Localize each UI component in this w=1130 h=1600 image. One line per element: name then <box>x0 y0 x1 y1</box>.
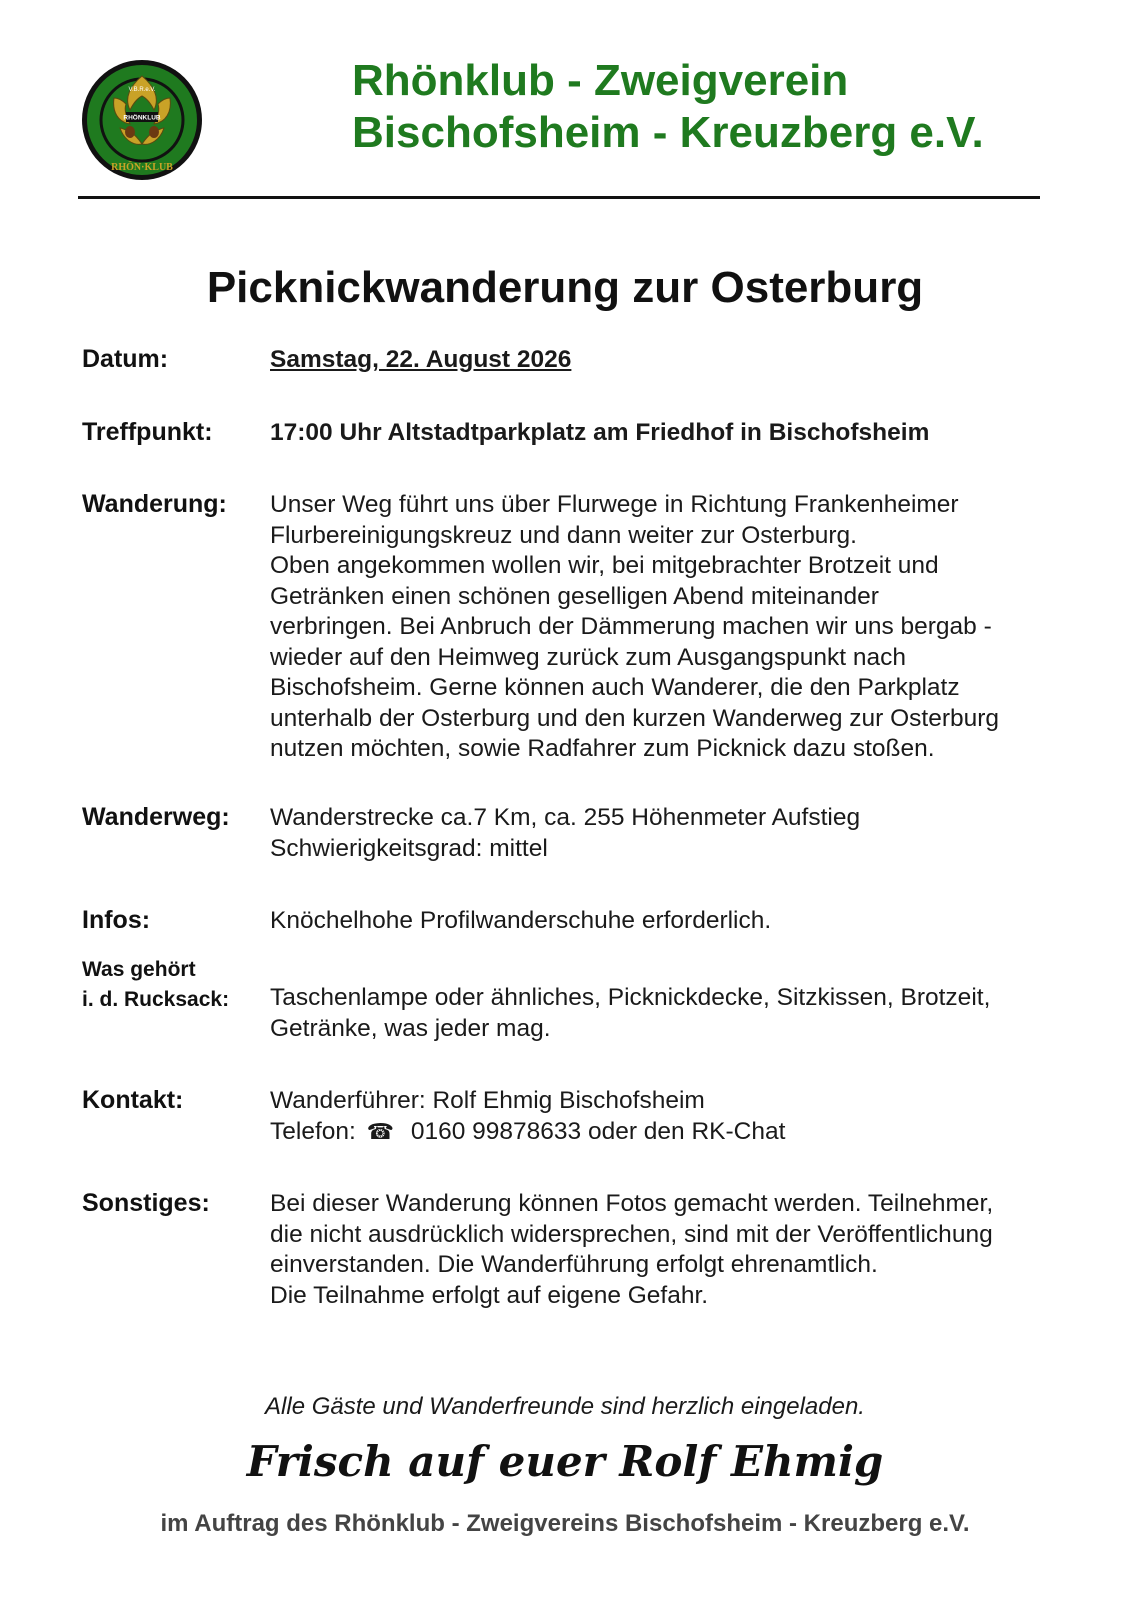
organization-name-line1: Rhönklub - Zweigverein <box>352 56 849 105</box>
invitation-text: Alle Gäste und Wanderfreunde sind herzlich eingeladen. <box>265 1393 865 1420</box>
label-treffpunkt: Treffpunkt: <box>82 418 213 446</box>
value-infos: Knöchelhohe Profilwanderschuhe erforderlich. <box>270 907 772 934</box>
organization-name-line2: Bischofsheim - Kreuzberg e.V. <box>352 108 984 157</box>
label-sonstiges: Sonstiges: <box>82 1189 210 1217</box>
page-title: Picknickwanderung zur Osterburg <box>206 263 924 312</box>
phone-icon: ☎ <box>366 1118 395 1144</box>
label-wanderweg: Wanderweg: <box>82 803 230 831</box>
wanderweg-line: Wanderstrecke ca.7 Km, ca. 255 Höhenmeter Aufstieg <box>270 804 861 831</box>
footer-text: im Auftrag des Rhönklub - Zweigvereins Bischofsheim - Kreuzberg e.V. <box>160 1510 970 1537</box>
value-rucksack <box>270 983 1070 1044</box>
wanderung-line: Getränken einen schönen geselligen Abend miteinander <box>270 582 879 610</box>
value-datum: Samstag, 22. August 2026 <box>270 346 572 373</box>
label-datum: Datum: <box>82 345 169 373</box>
phone-number: 0160 99878633 oder den RK-Chat <box>410 1117 786 1145</box>
rhoenklub-emblem-icon <box>80 58 204 182</box>
value-kontakt <box>270 1086 1070 1147</box>
value-sonstiges <box>270 1189 1070 1311</box>
signature: Frisch auf euer Rolf Ehmig <box>246 1437 884 1486</box>
wanderung-line: Flurbereinigungskreuz und dann weiter zur Osterburg. <box>270 521 857 549</box>
rucksack-line: Taschenlampe oder ähnliches, Picknickdecke, Sitzkissen, Brotzeit, <box>270 984 991 1011</box>
value-treffpunkt: 17:00 Uhr Altstadtparkplatz am Friedhof in Bischofsheim <box>270 419 930 446</box>
sonstiges-line: die nicht ausdrücklich widersprechen, sind mit der Veröffentlichung <box>270 1220 993 1248</box>
wanderung-line: Bischofsheim. Gerne können auch Wanderer, die den Parkplatz <box>270 674 960 701</box>
value-wanderung <box>270 490 1070 765</box>
letterhead <box>0 0 1130 210</box>
logo-text-center: RHÖNKLUB <box>123 114 161 122</box>
label-rucksack-line1: Was gehört <box>82 958 196 981</box>
wanderung-line: Oben angekommen wollen wir, bei mitgebrachter Brotzeit und <box>270 552 939 579</box>
label-infos: Infos: <box>82 906 151 934</box>
phone-prefix: Telefon: <box>270 1117 356 1145</box>
value-wanderweg <box>270 803 1070 864</box>
label-rucksack <box>82 955 229 1015</box>
logo-text-top: V.B.R.e.V. <box>128 87 156 93</box>
rucksack-line: Getränke, was jeder mag. <box>270 1014 551 1042</box>
wanderung-line: unterhalb der Osterburg und den kurzen Wanderweg zur Osterburg <box>270 704 1000 732</box>
sonstiges-line: Bei dieser Wanderung können Fotos gemacht werden. Teilnehmer, <box>270 1190 994 1217</box>
kontakt-leader: Wanderführer: Rolf Ehmig Bischofsheim <box>270 1087 705 1114</box>
wanderweg-line: Schwierigkeitsgrad: mittel <box>270 834 548 862</box>
wanderung-line: Unser Weg führt uns über Flurwege in Richtung Frankenheimer <box>270 491 959 518</box>
logo-text-ring: RHÖN·KLUB <box>111 162 173 173</box>
header-divider <box>78 196 1040 199</box>
label-rucksack-line2: i. d. Rucksack: <box>82 988 230 1011</box>
label-wanderung: Wanderung: <box>82 490 227 518</box>
wanderung-line: verbringen. Bei Anbruch der Dämmerung machen wir uns bergab - <box>270 613 992 640</box>
label-kontakt: Kontakt: <box>82 1086 184 1114</box>
wanderung-line: nutzen möchten, sowie Radfahrer zum Picknick dazu stoßen. <box>270 735 935 762</box>
kontakt-phone <box>270 1117 1070 1148</box>
organization-name <box>352 55 984 159</box>
wanderung-line: wieder auf den Heimweg zurück zum Ausgangspunkt nach <box>270 643 906 671</box>
sonstiges-line: einverstanden. Die Wanderführung erfolgt ehrenamtlich. <box>270 1251 878 1278</box>
sonstiges-line: Die Teilnahme erfolgt auf eigene Gefahr. <box>270 1281 709 1309</box>
